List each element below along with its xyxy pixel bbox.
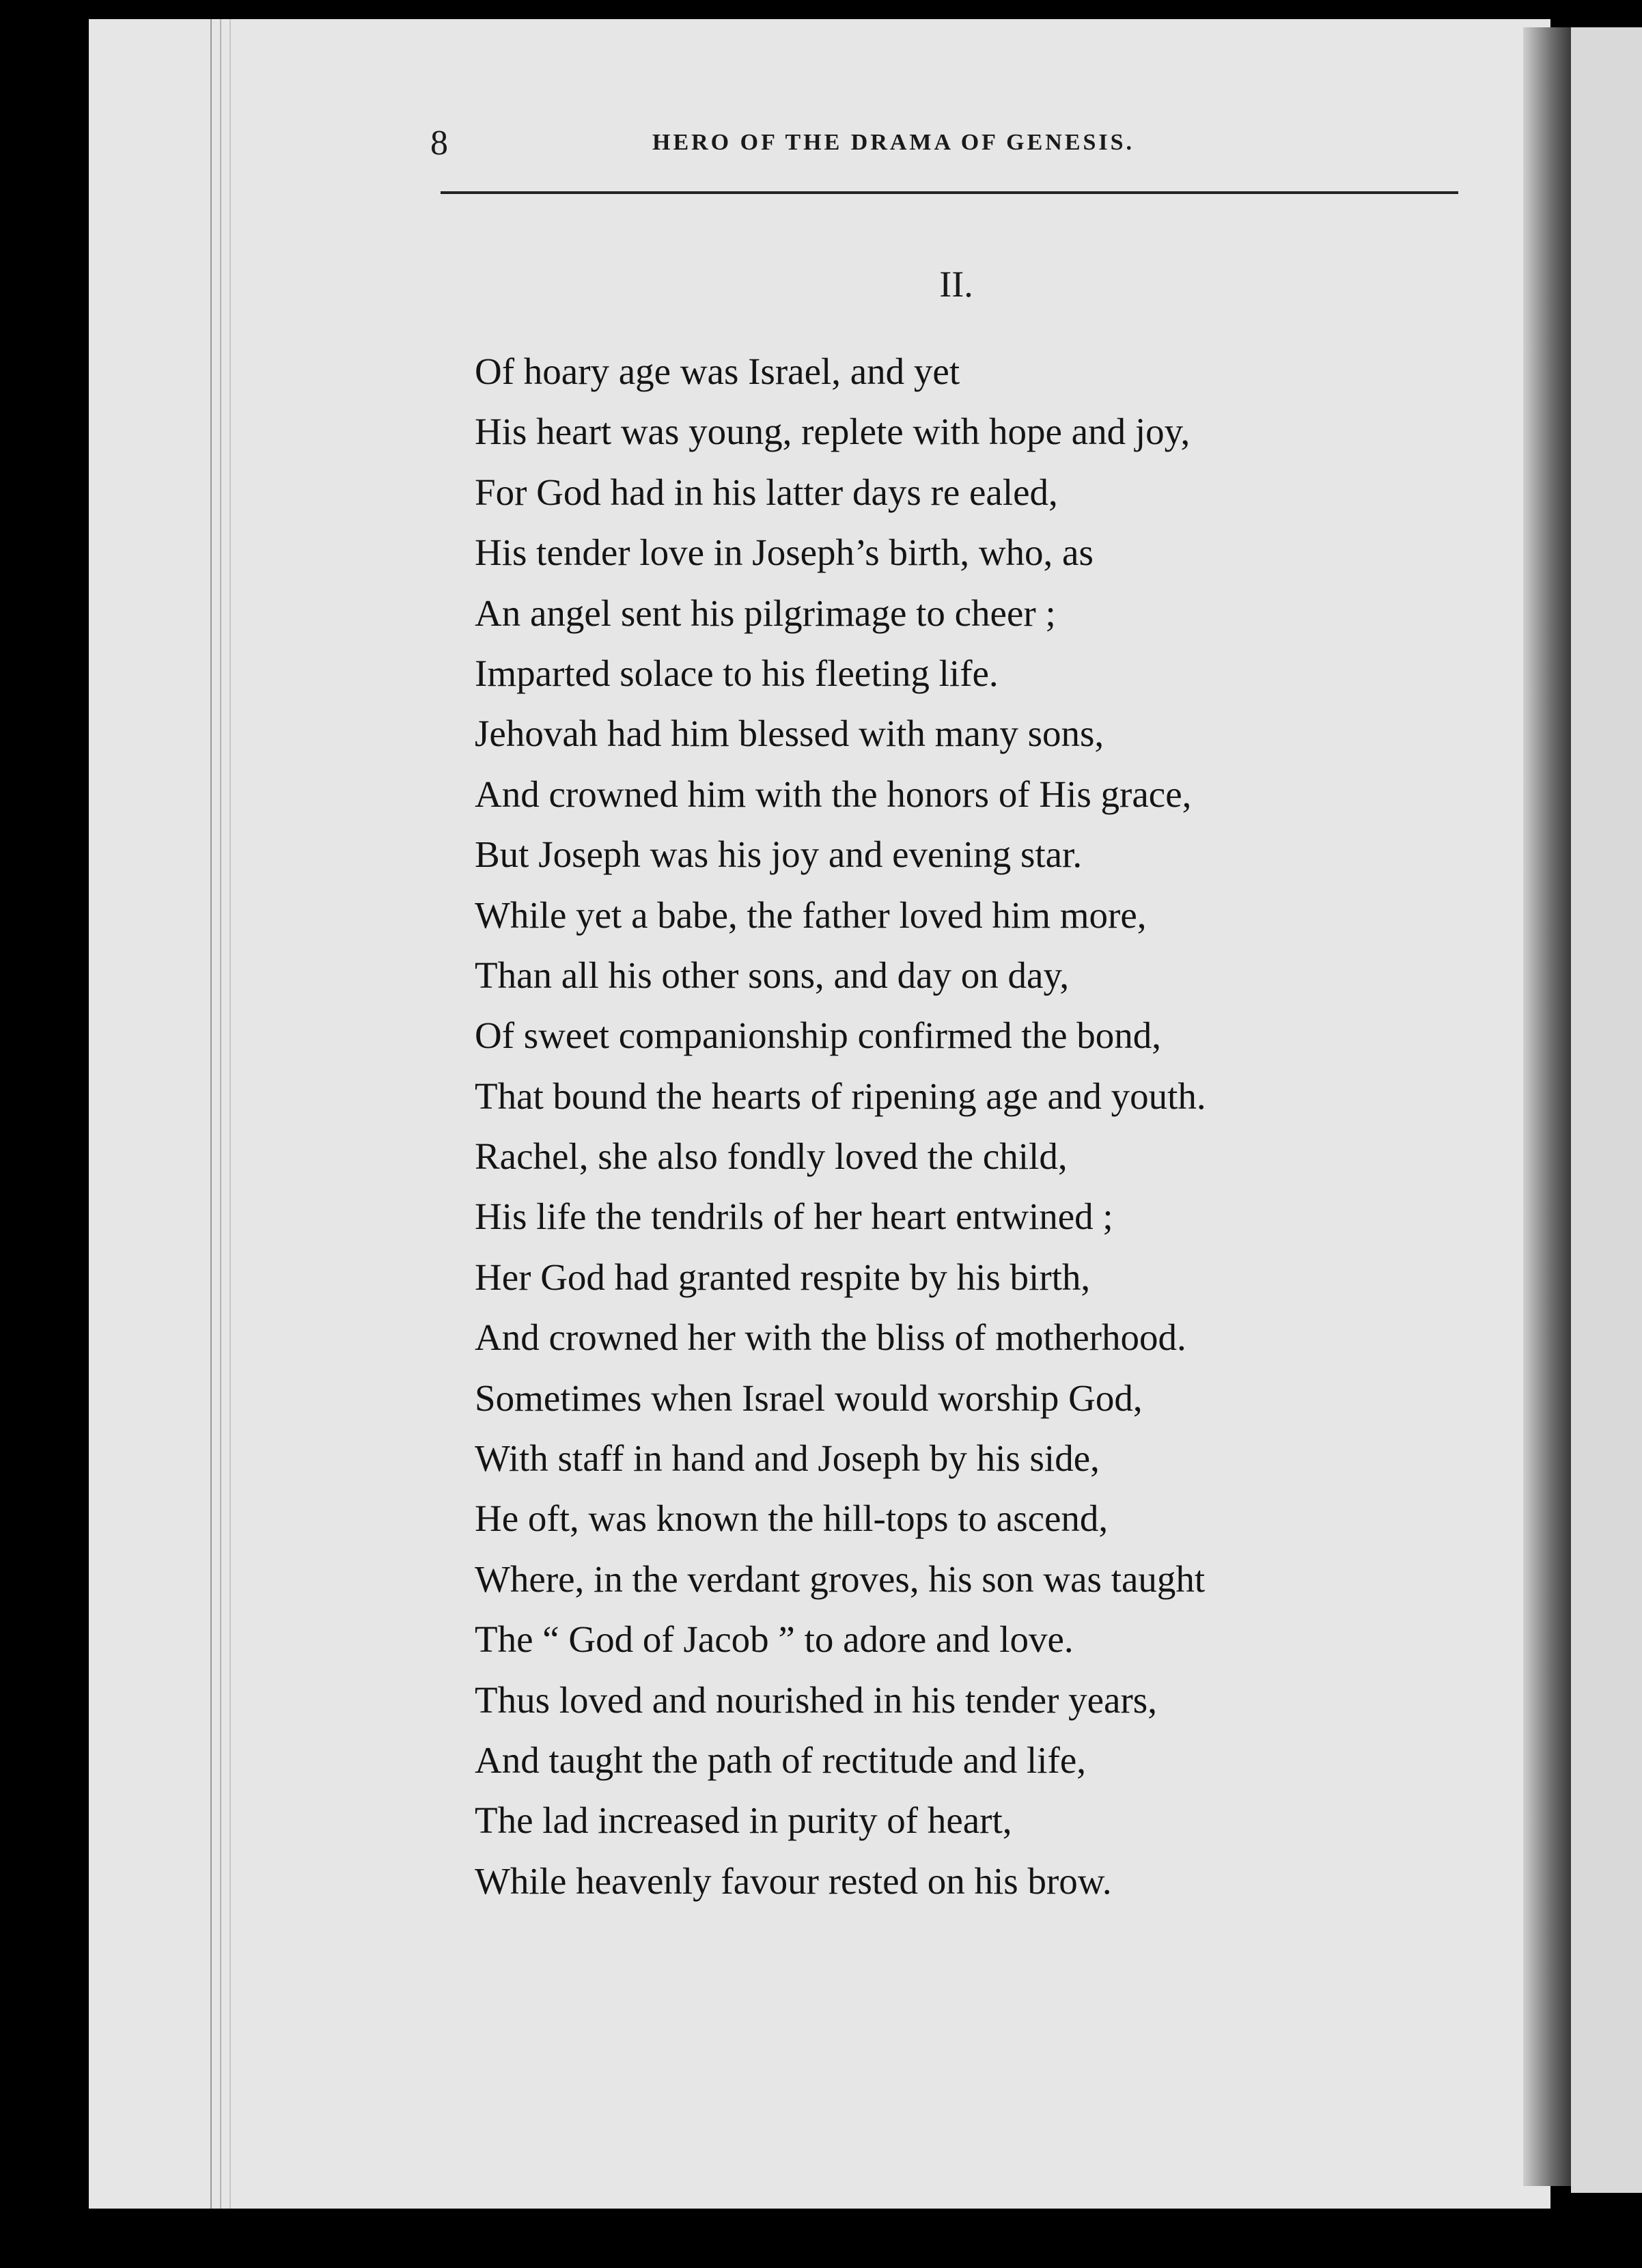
verse-line: He oft, was known the hill-tops to ascend, [475, 1497, 1109, 1540]
verse-line: Of hoary age was Israel, and yet [475, 350, 960, 392]
verse-line: Jehovah had him blessed with many sons, [475, 713, 1104, 755]
running-head: HERO OF THE DRAMA OF GENESIS. [652, 130, 1135, 155]
verse-line: His heart was young, replete with hope and joy, [475, 411, 1191, 453]
header-rule [441, 191, 1458, 194]
verse-line: Than all his other sons, and day on day, [475, 954, 1070, 996]
section-numeral: II. [939, 264, 973, 305]
verse-block [475, 342, 1431, 1911]
verse-line: And crowned him with the honors of His grace, [475, 773, 1192, 815]
verse-line: Where, in the verdant groves, his son was taught [475, 1558, 1206, 1600]
verse-line: Of sweet companionship confirmed the bond, [475, 1014, 1162, 1057]
verse-line: While yet a babe, the father loved him more, [475, 894, 1147, 936]
page-edge-line [210, 19, 212, 2209]
page-edge-line [220, 19, 221, 2209]
verse-line: And crowned her with the bliss of motherhood. [475, 1316, 1186, 1359]
verse-line: The lad increased in purity of heart, [475, 1799, 1012, 1842]
verse-line: His tender love in Joseph’s birth, who, as [475, 531, 1094, 574]
verse-line: While heavenly favour rested on his brow. [475, 1859, 1112, 1902]
verse-line: His life the tendrils of her heart entwined ; [475, 1195, 1113, 1238]
verse-line: An angel sent his pilgrimage to cheer ; [475, 592, 1056, 634]
page-number: 8 [430, 124, 448, 163]
verse-line: The “ God of Jacob ” to adore and love. [475, 1618, 1074, 1661]
verse-line: And taught the path of rectitude and life, [475, 1739, 1086, 1781]
verse-line: Sometimes when Israel would worship God, [475, 1377, 1143, 1419]
adjacent-page-edge [1571, 27, 1642, 2193]
verse-line: Thus loved and nourished in his tender years, [475, 1678, 1157, 1721]
verse-line: But Joseph was his joy and evening star. [475, 833, 1083, 876]
verse-line: Her God had granted respite by his birth, [475, 1256, 1091, 1298]
page-edge-line [229, 19, 231, 2209]
verse-line: Rachel, she also fondly loved the child, [475, 1135, 1068, 1178]
verse-line: That bound the hearts of ripening age and youth. [475, 1075, 1206, 1117]
verse-line: With staff in hand and Joseph by his side, [475, 1437, 1100, 1480]
page-header [430, 123, 1284, 171]
gutter-shadow [1523, 27, 1571, 2186]
verse-line: Imparted solace to his fleeting life. [475, 652, 999, 694]
verse-line: For God had in his latter days re ealed, [475, 471, 1058, 513]
